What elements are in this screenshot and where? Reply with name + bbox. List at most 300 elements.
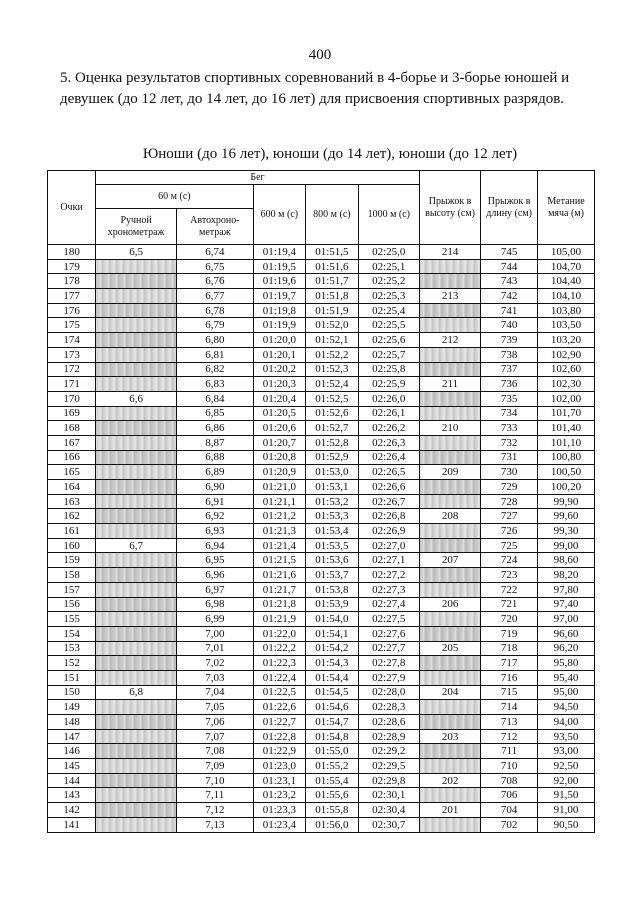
cell-manual-60m: [96, 377, 177, 392]
cell-run-600m: 01:20,0: [253, 333, 306, 348]
cell-manual-60m: [96, 670, 177, 685]
cell-run-800m: 01:53,6: [306, 553, 359, 568]
cell-manual-60m: [96, 274, 177, 289]
cell-run-800m: 01:55,6: [306, 788, 359, 803]
cell-run-800m: 01:52,5: [306, 391, 359, 406]
cell-run-600m: 01:22,8: [253, 729, 306, 744]
cell-ball-throw: 97,00: [538, 612, 595, 627]
cell-high-jump: 203: [419, 729, 480, 744]
cell-run-600m: 01:21,2: [253, 509, 306, 524]
table-row: [48, 685, 595, 700]
cell-run-1000m: 02:26,3: [358, 435, 419, 450]
cell-auto-60m: 6,91: [177, 494, 254, 509]
table-row: [48, 377, 595, 392]
table-row: [48, 494, 595, 509]
cell-high-jump: [419, 406, 480, 421]
cell-points: 148: [48, 715, 96, 730]
cell-run-800m: 01:53,2: [306, 494, 359, 509]
cell-run-1000m: 02:28,6: [358, 715, 419, 730]
cell-run-800m: 01:53,5: [306, 538, 359, 553]
cell-run-800m: 01:53,8: [306, 582, 359, 597]
cell-run-800m: 01:51,8: [306, 289, 359, 304]
cell-manual-60m: [96, 597, 177, 612]
cell-auto-60m: 6,79: [177, 318, 254, 333]
table-row: [48, 568, 595, 583]
cell-auto-60m: 6,76: [177, 274, 254, 289]
cell-run-1000m: 02:25,0: [358, 245, 419, 260]
cell-points: 174: [48, 333, 96, 348]
cell-points: 170: [48, 391, 96, 406]
table-row: [48, 303, 595, 318]
cell-manual-60m: [96, 494, 177, 509]
cell-run-800m: 01:51,7: [306, 274, 359, 289]
cell-high-jump: [419, 494, 480, 509]
cell-run-1000m: 02:27,1: [358, 553, 419, 568]
cell-run-800m: 01:52,6: [306, 406, 359, 421]
cell-manual-60m: [96, 715, 177, 730]
cell-auto-60m: 7,10: [177, 773, 254, 788]
cell-auto-60m: 6,95: [177, 553, 254, 568]
cell-manual-60m: [96, 744, 177, 759]
cell-run-600m: 01:20,4: [253, 391, 306, 406]
table-body: [48, 245, 595, 833]
cell-high-jump: 206: [419, 597, 480, 612]
cell-long-jump: 717: [481, 656, 538, 671]
cell-manual-60m: [96, 803, 177, 818]
cell-high-jump: 210: [419, 421, 480, 436]
cell-run-800m: 01:53,1: [306, 480, 359, 495]
cell-run-600m: 01:19,8: [253, 303, 306, 318]
cell-run-1000m: 02:26,5: [358, 465, 419, 480]
cell-run-1000m: 02:30,7: [358, 817, 419, 832]
cell-run-600m: 01:23,4: [253, 817, 306, 832]
cell-high-jump: [419, 538, 480, 553]
cell-run-1000m: 02:26,1: [358, 406, 419, 421]
cell-ball-throw: 94,00: [538, 715, 595, 730]
cell-long-jump: 738: [481, 347, 538, 362]
cell-ball-throw: 97,40: [538, 597, 595, 612]
cell-points: 158: [48, 568, 96, 583]
header-manual-timing: Ручной хронометраж: [96, 209, 177, 245]
cell-run-800m: 01:53,4: [306, 524, 359, 539]
cell-points: 141: [48, 817, 96, 832]
cell-points: 159: [48, 553, 96, 568]
table-row: [48, 421, 595, 436]
cell-long-jump: 719: [481, 626, 538, 641]
cell-high-jump: [419, 817, 480, 832]
cell-points: 172: [48, 362, 96, 377]
cell-run-800m: 01:51,9: [306, 303, 359, 318]
scoring-table: [47, 170, 595, 833]
cell-auto-60m: 6,81: [177, 347, 254, 362]
table-row: [48, 480, 595, 495]
cell-points: 147: [48, 729, 96, 744]
cell-high-jump: [419, 435, 480, 450]
cell-long-jump: 702: [481, 817, 538, 832]
cell-long-jump: 722: [481, 582, 538, 597]
header-auto-timing: Автохроно-метраж: [177, 209, 254, 245]
cell-run-600m: 01:22,2: [253, 641, 306, 656]
cell-ball-throw: 95,40: [538, 670, 595, 685]
cell-auto-60m: 6,83: [177, 377, 254, 392]
table-row: [48, 435, 595, 450]
cell-high-jump: [419, 347, 480, 362]
header-points: Очки: [48, 171, 96, 245]
cell-auto-60m: 6,88: [177, 450, 254, 465]
cell-points: 154: [48, 626, 96, 641]
cell-ball-throw: 97,80: [538, 582, 595, 597]
cell-auto-60m: 7,00: [177, 626, 254, 641]
cell-run-600m: 01:20,7: [253, 435, 306, 450]
cell-manual-60m: [96, 289, 177, 304]
header-run: Бег: [96, 171, 420, 185]
table-row: [48, 524, 595, 539]
cell-ball-throw: 93,50: [538, 729, 595, 744]
cell-long-jump: 724: [481, 553, 538, 568]
table-row: [48, 670, 595, 685]
cell-manual-60m: [96, 347, 177, 362]
cell-run-800m: 01:52,2: [306, 347, 359, 362]
cell-high-jump: [419, 274, 480, 289]
table-row: [48, 509, 595, 524]
table-row: [48, 744, 595, 759]
cell-run-600m: 01:19,9: [253, 318, 306, 333]
cell-points: 143: [48, 788, 96, 803]
cell-ball-throw: 96,20: [538, 641, 595, 656]
cell-manual-60m: [96, 480, 177, 495]
cell-run-600m: 01:21,4: [253, 538, 306, 553]
cell-run-800m: 01:53,7: [306, 568, 359, 583]
cell-run-600m: 01:21,5: [253, 553, 306, 568]
section-heading: 5. Оценка результатов спортивных соревнований в 4-борье и 3-борье юношей и девушек (до 12 лет, до 14 лет, до 16 лет) для присвоения спортивных разрядов.: [60, 70, 570, 107]
cell-run-800m: 01:54,7: [306, 715, 359, 730]
cell-ball-throw: 102,90: [538, 347, 595, 362]
cell-high-jump: 208: [419, 509, 480, 524]
cell-run-600m: 01:20,2: [253, 362, 306, 377]
cell-auto-60m: 6,74: [177, 245, 254, 260]
table-row: [48, 626, 595, 641]
cell-auto-60m: 7,02: [177, 656, 254, 671]
cell-run-800m: 01:51,6: [306, 259, 359, 274]
cell-points: 145: [48, 759, 96, 774]
cell-points: 171: [48, 377, 96, 392]
cell-long-jump: 710: [481, 759, 538, 774]
cell-points: 156: [48, 597, 96, 612]
cell-points: 165: [48, 465, 96, 480]
cell-long-jump: 731: [481, 450, 538, 465]
cell-run-800m: 01:53,0: [306, 465, 359, 480]
cell-ball-throw: 102,30: [538, 377, 595, 392]
cell-run-1000m: 02:26,6: [358, 480, 419, 495]
cell-long-jump: 706: [481, 788, 538, 803]
cell-ball-throw: 102,60: [538, 362, 595, 377]
cell-high-jump: [419, 568, 480, 583]
cell-auto-60m: 6,84: [177, 391, 254, 406]
cell-run-800m: 01:55,8: [306, 803, 359, 818]
cell-high-jump: 214: [419, 245, 480, 260]
cell-long-jump: 729: [481, 480, 538, 495]
table-row: [48, 553, 595, 568]
cell-ball-throw: 93,00: [538, 744, 595, 759]
cell-run-600m: 01:23,3: [253, 803, 306, 818]
cell-long-jump: 723: [481, 568, 538, 583]
cell-manual-60m: [96, 362, 177, 377]
cell-ball-throw: 99,00: [538, 538, 595, 553]
cell-run-800m: 01:52,0: [306, 318, 359, 333]
table-row: [48, 406, 595, 421]
cell-run-1000m: 02:27,8: [358, 656, 419, 671]
cell-high-jump: [419, 670, 480, 685]
cell-auto-60m: 7,07: [177, 729, 254, 744]
cell-auto-60m: 7,11: [177, 788, 254, 803]
cell-long-jump: 711: [481, 744, 538, 759]
table-row: [48, 274, 595, 289]
cell-long-jump: 739: [481, 333, 538, 348]
header-800m: 800 м (с): [306, 185, 359, 245]
cell-ball-throw: 99,90: [538, 494, 595, 509]
cell-long-jump: 744: [481, 259, 538, 274]
cell-run-1000m: 02:27,6: [358, 626, 419, 641]
cell-run-600m: 01:19,5: [253, 259, 306, 274]
cell-auto-60m: 6,85: [177, 406, 254, 421]
cell-run-800m: 01:52,9: [306, 450, 359, 465]
cell-points: 169: [48, 406, 96, 421]
cell-high-jump: 212: [419, 333, 480, 348]
cell-points: 179: [48, 259, 96, 274]
cell-run-600m: 01:21,1: [253, 494, 306, 509]
cell-run-600m: 01:21,8: [253, 597, 306, 612]
cell-run-600m: 01:20,1: [253, 347, 306, 362]
cell-run-800m: 01:52,3: [306, 362, 359, 377]
cell-manual-60m: [96, 303, 177, 318]
cell-run-1000m: 02:27,4: [358, 597, 419, 612]
cell-manual-60m: [96, 465, 177, 480]
cell-high-jump: 205: [419, 641, 480, 656]
table-row: [48, 773, 595, 788]
table-row: [48, 817, 595, 832]
cell-high-jump: [419, 612, 480, 627]
cell-run-1000m: 02:26,2: [358, 421, 419, 436]
table-row: [48, 259, 595, 274]
cell-manual-60m: 6,8: [96, 685, 177, 700]
cell-high-jump: 209: [419, 465, 480, 480]
table-row: [48, 582, 595, 597]
cell-ball-throw: 98,60: [538, 553, 595, 568]
page-number: 400: [308, 47, 332, 63]
cell-manual-60m: [96, 656, 177, 671]
cell-points: 180: [48, 245, 96, 260]
cell-points: 160: [48, 538, 96, 553]
cell-points: 175: [48, 318, 96, 333]
cell-ball-throw: 98,20: [538, 568, 595, 583]
cell-run-1000m: 02:29,8: [358, 773, 419, 788]
cell-run-1000m: 02:25,7: [358, 347, 419, 362]
cell-auto-60m: 7,08: [177, 744, 254, 759]
cell-high-jump: [419, 259, 480, 274]
cell-run-1000m: 02:28,0: [358, 685, 419, 700]
cell-high-jump: [419, 759, 480, 774]
cell-ball-throw: 102,00: [538, 391, 595, 406]
cell-auto-60m: 6,92: [177, 509, 254, 524]
cell-auto-60m: 6,90: [177, 480, 254, 495]
cell-auto-60m: 6,78: [177, 303, 254, 318]
cell-manual-60m: [96, 773, 177, 788]
cell-points: 178: [48, 274, 96, 289]
cell-long-jump: 743: [481, 274, 538, 289]
cell-high-jump: [419, 744, 480, 759]
cell-auto-60m: 7,05: [177, 700, 254, 715]
cell-manual-60m: [96, 568, 177, 583]
table-row: [48, 656, 595, 671]
cell-auto-60m: 7,03: [177, 670, 254, 685]
cell-ball-throw: 99,60: [538, 509, 595, 524]
cell-ball-throw: 101,70: [538, 406, 595, 421]
cell-manual-60m: [96, 524, 177, 539]
header-600m: 600 м (с): [253, 185, 306, 245]
cell-run-800m: 01:55,0: [306, 744, 359, 759]
cell-manual-60m: 6,6: [96, 391, 177, 406]
cell-long-jump: 713: [481, 715, 538, 730]
cell-long-jump: 718: [481, 641, 538, 656]
cell-high-jump: [419, 303, 480, 318]
cell-high-jump: 213: [419, 289, 480, 304]
cell-auto-60m: 6,94: [177, 538, 254, 553]
cell-run-800m: 01:52,1: [306, 333, 359, 348]
cell-manual-60m: [96, 641, 177, 656]
cell-run-600m: 01:22,6: [253, 700, 306, 715]
header-long-jump: Прыжок в длину (см): [481, 171, 538, 245]
cell-points: 164: [48, 480, 96, 495]
cell-manual-60m: [96, 700, 177, 715]
cell-run-600m: 01:20,8: [253, 450, 306, 465]
cell-high-jump: 204: [419, 685, 480, 700]
cell-run-1000m: 02:25,5: [358, 318, 419, 333]
cell-auto-60m: 8,87: [177, 435, 254, 450]
cell-auto-60m: 6,77: [177, 289, 254, 304]
cell-run-800m: 01:53,3: [306, 509, 359, 524]
cell-run-600m: 01:19,7: [253, 289, 306, 304]
cell-run-1000m: 02:26,4: [358, 450, 419, 465]
cell-ball-throw: 90,50: [538, 817, 595, 832]
header-1000m: 1000 м (с): [358, 185, 419, 245]
cell-high-jump: 202: [419, 773, 480, 788]
cell-points: 168: [48, 421, 96, 436]
cell-auto-60m: 6,82: [177, 362, 254, 377]
table-row: [48, 318, 595, 333]
cell-manual-60m: [96, 553, 177, 568]
cell-run-1000m: 02:25,6: [358, 333, 419, 348]
cell-run-600m: 01:20,9: [253, 465, 306, 480]
cell-run-1000m: 02:29,5: [358, 759, 419, 774]
cell-long-jump: 727: [481, 509, 538, 524]
cell-high-jump: 211: [419, 377, 480, 392]
cell-run-600m: 01:20,6: [253, 421, 306, 436]
cell-high-jump: [419, 318, 480, 333]
cell-run-1000m: 02:26,9: [358, 524, 419, 539]
cell-run-800m: 01:52,7: [306, 421, 359, 436]
cell-ball-throw: 95,80: [538, 656, 595, 671]
cell-run-800m: 01:53,9: [306, 597, 359, 612]
cell-run-800m: 01:54,6: [306, 700, 359, 715]
cell-run-1000m: 02:25,1: [358, 259, 419, 274]
header-ball-throw: Метание мяча (м): [538, 171, 595, 245]
cell-run-800m: 01:55,2: [306, 759, 359, 774]
table-row: [48, 788, 595, 803]
cell-run-1000m: 02:27,0: [358, 538, 419, 553]
table-row: [48, 245, 595, 260]
cell-run-1000m: 02:25,3: [358, 289, 419, 304]
cell-long-jump: 726: [481, 524, 538, 539]
cell-run-600m: 01:22,7: [253, 715, 306, 730]
cell-long-jump: 716: [481, 670, 538, 685]
cell-long-jump: 735: [481, 391, 538, 406]
cell-points: 157: [48, 582, 96, 597]
cell-points: 173: [48, 347, 96, 362]
cell-auto-60m: 6,97: [177, 582, 254, 597]
cell-ball-throw: 100,50: [538, 465, 595, 480]
cell-long-jump: 712: [481, 729, 538, 744]
cell-run-800m: 01:54,2: [306, 641, 359, 656]
table-row: [48, 729, 595, 744]
cell-run-600m: 01:19,6: [253, 274, 306, 289]
cell-run-600m: 01:23,1: [253, 773, 306, 788]
cell-ball-throw: 99,30: [538, 524, 595, 539]
table-row: [48, 450, 595, 465]
cell-run-1000m: 02:27,3: [358, 582, 419, 597]
cell-high-jump: [419, 450, 480, 465]
table-row: [48, 641, 595, 656]
cell-auto-60m: 7,12: [177, 803, 254, 818]
table-row: [48, 391, 595, 406]
cell-run-600m: 01:21,7: [253, 582, 306, 597]
cell-auto-60m: 7,09: [177, 759, 254, 774]
cell-high-jump: 201: [419, 803, 480, 818]
cell-run-600m: 01:22,0: [253, 626, 306, 641]
cell-long-jump: 742: [481, 289, 538, 304]
cell-manual-60m: [96, 421, 177, 436]
cell-long-jump: 728: [481, 494, 538, 509]
cell-points: 161: [48, 524, 96, 539]
cell-auto-60m: 6,89: [177, 465, 254, 480]
cell-run-1000m: 02:27,2: [358, 568, 419, 583]
cell-manual-60m: [96, 582, 177, 597]
table-row: [48, 333, 595, 348]
cell-ball-throw: 91,50: [538, 788, 595, 803]
cell-high-jump: 207: [419, 553, 480, 568]
cell-auto-60m: 6,75: [177, 259, 254, 274]
cell-run-1000m: 02:27,7: [358, 641, 419, 656]
cell-high-jump: [419, 715, 480, 730]
cell-manual-60m: [96, 450, 177, 465]
cell-manual-60m: 6,5: [96, 245, 177, 260]
cell-run-600m: 01:23,0: [253, 759, 306, 774]
table-row: [48, 538, 595, 553]
cell-ball-throw: 91,00: [538, 803, 595, 818]
cell-manual-60m: [96, 259, 177, 274]
cell-manual-60m: [96, 318, 177, 333]
cell-run-800m: 01:55,4: [306, 773, 359, 788]
cell-manual-60m: 6,7: [96, 538, 177, 553]
cell-run-800m: 01:54,3: [306, 656, 359, 671]
cell-long-jump: 732: [481, 435, 538, 450]
cell-points: 152: [48, 656, 96, 671]
cell-run-800m: 01:56,0: [306, 817, 359, 832]
cell-ball-throw: 100,20: [538, 480, 595, 495]
cell-run-1000m: 02:30,1: [358, 788, 419, 803]
cell-run-1000m: 02:27,5: [358, 612, 419, 627]
cell-points: 144: [48, 773, 96, 788]
cell-run-1000m: 02:26,0: [358, 391, 419, 406]
